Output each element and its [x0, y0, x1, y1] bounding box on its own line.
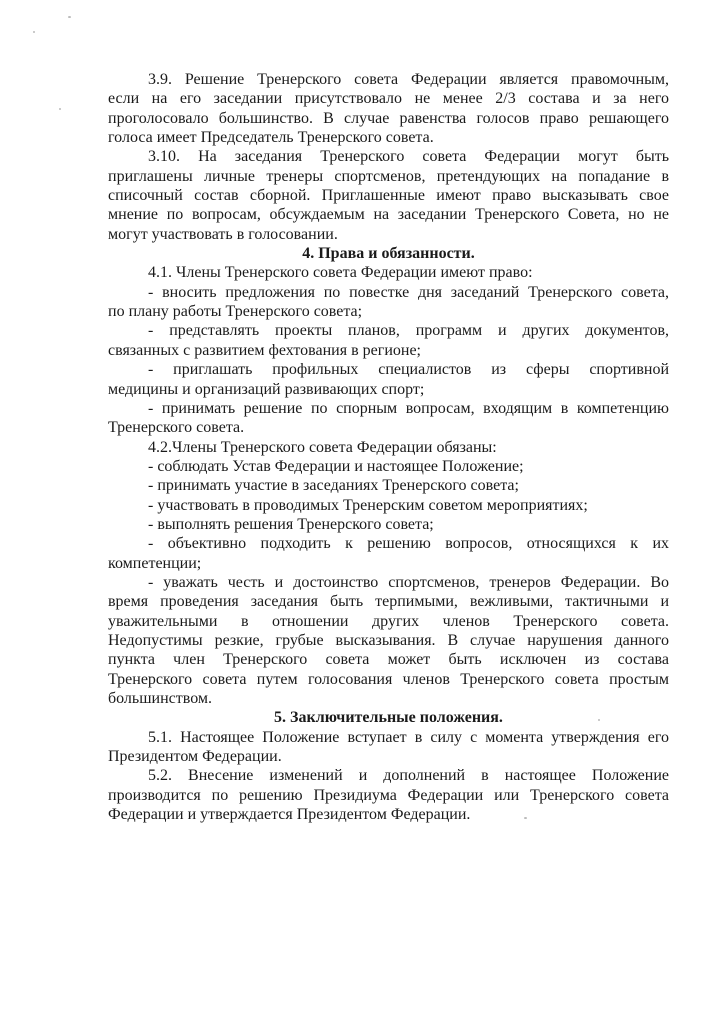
- text-line: - уважать честь и достоинство спортсменов, тренеров Федерации. Во: [148, 573, 669, 591]
- scan-speck: [524, 817, 527, 819]
- text-line: - принимать решение по спорным вопросам, входящим в компетенцию: [148, 399, 669, 417]
- text-line: - вносить предложения по повестке дня заседаний Тренерского совета,: [148, 283, 669, 301]
- text-line: компетенции;: [108, 554, 202, 572]
- section-heading-5: 5. Заключительные положения.: [274, 709, 503, 727]
- text-line: Федерации и утверждается Президентом Федерации.: [108, 806, 471, 824]
- text-line: - представлять проекты планов, программ и других документов,: [148, 322, 669, 340]
- text-line: - объективно подходить к решению вопросов, относящихся к их: [148, 535, 669, 553]
- text-line: Недопустимы резкие, грубые высказывания. В случае нарушения данного: [108, 631, 669, 649]
- text-line: голоса имеет Председатель Тренерского совета.: [108, 129, 434, 147]
- text-line: приглашены личные тренеры спортсменов, претендующих на попадание в: [108, 167, 669, 185]
- text-line: могут участвовать в голосовании.: [108, 225, 338, 243]
- list-item-4-2-a: [108, 457, 669, 476]
- text-line: - участвовать в проводимых Тренерским советом мероприятиях;: [148, 496, 588, 514]
- text-line: - приглашать профильных специалистов из сферы спортивной: [148, 361, 669, 379]
- text-line: 3.10. На заседания Тренерского совета Федерации могут быть: [148, 148, 669, 166]
- text-line: пункта член Тренерского совета может быть исключен из состава: [108, 651, 669, 669]
- text-line: Тренерского совета.: [108, 419, 245, 437]
- text-line: медицины и организаций развивающих спорт;: [108, 380, 425, 398]
- list-item-4-2-f: [108, 573, 669, 708]
- text-line: если на его заседании присутствовало не менее 2/3 состава и за него: [108, 90, 669, 108]
- scan-speck: [59, 108, 61, 110]
- document-page: [108, 70, 669, 824]
- text-line: проголосовало большинство. В случае равенства голосов право решающего: [108, 109, 669, 127]
- text-line: мнение по вопросам, обсуждаемым на заседании Тренерского Совета, но не: [108, 206, 669, 224]
- list-item-4-2-c: [108, 496, 669, 515]
- paragraph-5-1: [108, 728, 669, 767]
- text-line: - соблюдать Устав Федерации и настоящее Положение;: [148, 457, 524, 475]
- list-item-4-1-b: [108, 321, 669, 360]
- text-line: Тренерского совета путем голосования членов Тренерского совета простым: [108, 670, 669, 688]
- list-item-4-2-d: [108, 515, 669, 534]
- paragraph-5-2: [108, 766, 669, 824]
- scan-speck: [598, 719, 600, 721]
- section-heading-4: 4. Права и обязанности.: [302, 245, 475, 263]
- list-item-4-2-b: [108, 476, 669, 495]
- scan-speck: [68, 16, 71, 18]
- paragraph-3-9: [108, 70, 669, 147]
- list-item-4-1-d: [108, 399, 669, 438]
- text-line: Президентом Федерации.: [108, 748, 282, 766]
- list-item-4-2-e: [108, 534, 669, 573]
- text-line: связанных с развитием фехтования в регионе;: [108, 341, 421, 359]
- list-item-4-1-a: [108, 283, 669, 322]
- text-line: большинством.: [108, 690, 213, 707]
- text-line: 5.1. Настоящее Положение вступает в силу с момента утверждения его: [148, 728, 669, 746]
- text-line: 5.2. Внесение изменений и дополнений в настоящее Положение: [148, 767, 669, 785]
- text-line: время проведения заседания быть терпимыми, вежливыми, тактичными и: [108, 593, 669, 611]
- paragraph-4-1: [108, 263, 669, 282]
- text-line: - принимать участие в заседаниях Тренерского совета;: [148, 477, 519, 495]
- text-line: списочный состав сборной. Приглашенные имеют право высказывать свое: [108, 187, 669, 205]
- text-line: - выполнять решения Тренерского совета;: [148, 515, 434, 533]
- text-line: 4.2.Члены Тренерского совета Федерации обязаны:: [148, 438, 497, 456]
- text-line: уважительными в отношении других членов Тренерского совета.: [108, 612, 669, 630]
- paragraph-3-10: [108, 147, 669, 244]
- text-line: 4.1. Члены Тренерского совета Федерации имеют право:: [148, 264, 533, 282]
- text-line: по плану работы Тренерского совета;: [108, 303, 363, 321]
- text-line: 3.9. Решение Тренерского совета Федерации является правомочным,: [148, 71, 669, 88]
- paragraph-4-2: [108, 438, 669, 457]
- list-item-4-1-c: [108, 360, 669, 399]
- scan-speck: [33, 31, 35, 33]
- text-line: производится по решению Президиума Федерации или Тренерского совета: [108, 786, 669, 804]
